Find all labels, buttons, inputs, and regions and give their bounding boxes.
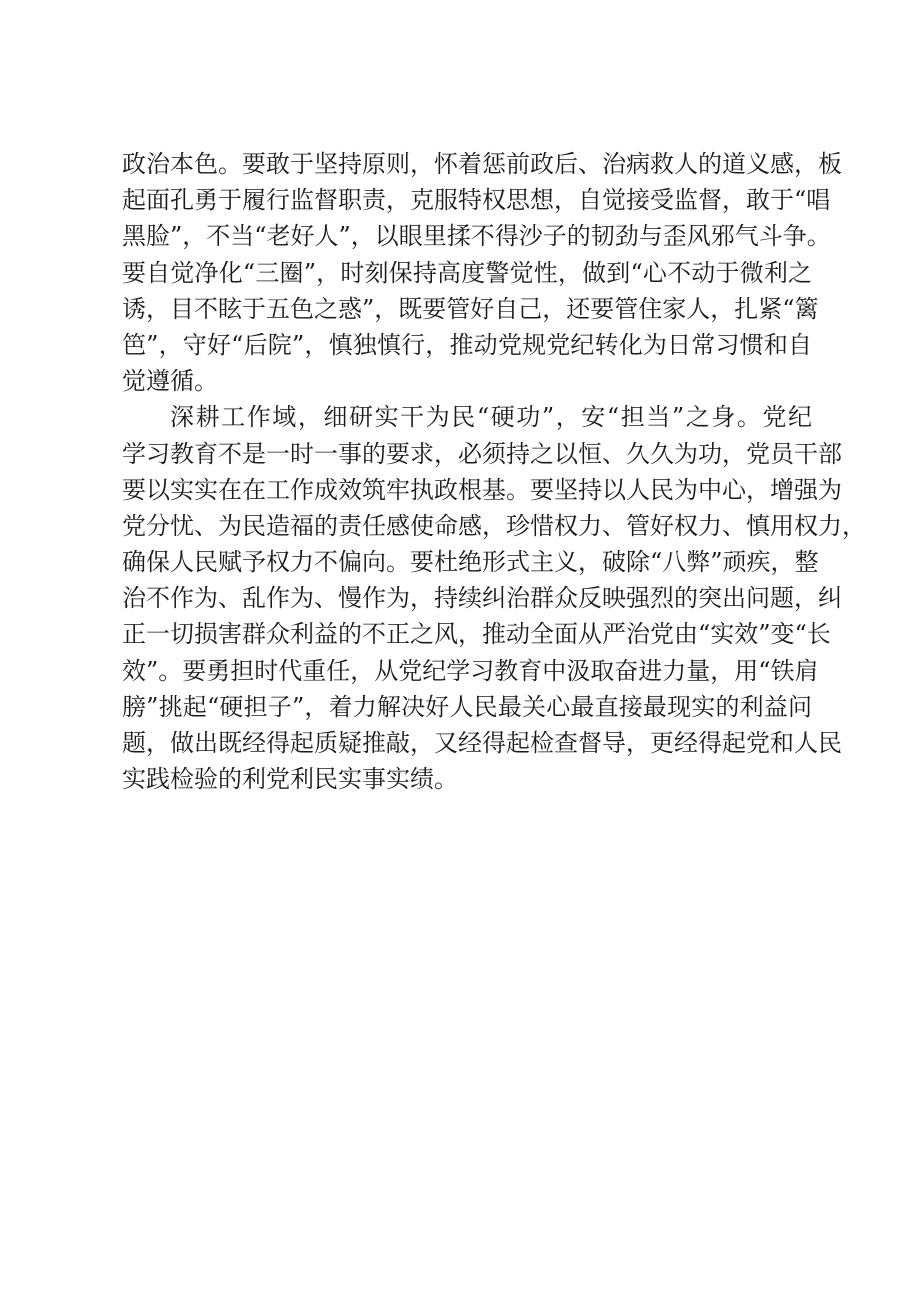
text-line: 党分忧、为民造福的责任感使命感，珍惜权力、管好权力、慎用权力， [122, 511, 866, 540]
text-line: 要以实实在在工作成效筑牢执政根基。要坚持以人民为中心，增强为 [122, 475, 842, 504]
text-line: 黑脸”，不当“老好人”，以眼里揉不得沙子的韧劲与歪风邪气斗争。 [122, 222, 831, 251]
text-line: 要自觉净化“三圈”，时刻保持高度警觉性，做到“心不动于微利之 [122, 258, 812, 287]
paragraph-1 [122, 146, 842, 399]
text-line: 政治本色。要敢于坚持原则，怀着惩前政后、治病救人的道义感，板 [122, 150, 842, 178]
text-line: 治不作为、乱作为、慢作为，持续纠治群众反映强烈的突出问题，纠 [122, 584, 842, 613]
text-line: 效”。要勇担时代重任，从党纪学习教育中汲取奋进力量，用“铁肩 [122, 656, 819, 685]
text-line: 实践检验的利党利民实事实绩。 [122, 765, 458, 794]
text-line: 深耕工作域，细研实干为民“硬功”，安“担当”之身。党纪 [170, 403, 812, 432]
text-line: 笆”，守好“后院”，慎独慎行，推动党规党纪转化为日常习惯和自 [122, 330, 812, 359]
paragraph-2 [122, 399, 866, 797]
text-line: 起面孔勇于履行监督职责，克服特权思想，自觉接受监督，敢于“唱 [122, 186, 831, 215]
body-text [122, 146, 866, 797]
text-line: 觉遵循。 [122, 367, 218, 396]
text-line: 正一切损害群众利益的不正之风，推动全面从严治党由“实效”变“长 [122, 620, 831, 649]
text-line: 题，做出既经得起质疑推敲，又经得起检查督导，更经得起党和人民 [122, 729, 842, 757]
text-line: 确保人民赋予权力不偏向。要杜绝形式主义，破除“八弊”顽疾，整 [122, 548, 819, 577]
text-line: 学习教育不是一时一事的要求，必须持之以恒、久久为功，党员干部 [122, 439, 842, 468]
text-line: 诱，目不眩于五色之惑”，既要管好自己，还要管住家人，扎紧“篱 [122, 294, 819, 323]
text-line: 膀”挑起“硬担子”，着力解决好人民最关心最直接最现实的利益问 [122, 692, 812, 721]
